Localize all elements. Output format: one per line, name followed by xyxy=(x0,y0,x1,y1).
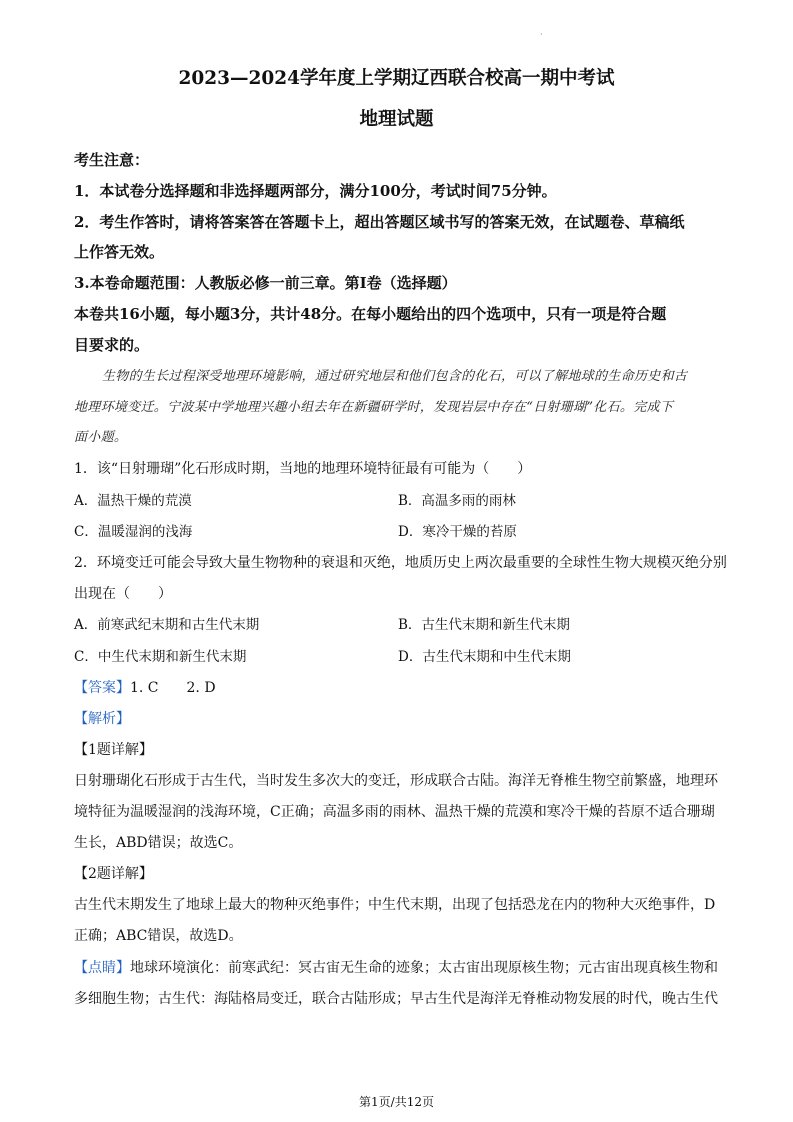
answer-label: 【答案】 xyxy=(74,680,130,696)
passage-line-2: 地理环境变迁。宁波某中学地理兴趣小组去年在新疆研学时，发现岩层中存在“日射珊瑚”化石。完成下 xyxy=(74,400,674,415)
detail-1-line-3: 生长，ABD错误；故选C。 xyxy=(74,835,243,851)
notice-item-2-cont: 上作答无效。 xyxy=(74,243,165,261)
exam-title: 2023—2024学年度上学期辽西联合校高一期中考试 xyxy=(178,68,615,89)
question-1-option-d: D．寒冷干燥的苔原 xyxy=(398,524,517,540)
tip-line-1 xyxy=(74,958,724,978)
section-intro-cont: 目要求的。 xyxy=(74,336,150,354)
question-1-option-c: C．温暖湿润的浅海 xyxy=(74,524,193,540)
analysis-label: 【解析】 xyxy=(74,711,130,727)
notice-item-2: 2．考生作答时，请将答案答在答题卡上，超出答题区域书写的答案无效，在试题卷、草稿纸 xyxy=(74,213,685,231)
notice-item-1: 1．本试卷分选择题和非选择题两部分，满分100分，考试时间75分钟。 xyxy=(74,182,557,200)
detail-1-heading: 【1题详解】 xyxy=(74,742,153,758)
passage-line-3: 面小题。 xyxy=(74,430,128,445)
answer-text: 1. C 2. D xyxy=(130,680,216,696)
question-1-stem: 1．该“日射珊瑚”化石形成时期，当地的地理环境特征最有可能为（ ） xyxy=(74,461,532,477)
question-2-option-a: A．前寒武纪末期和古生代末期 xyxy=(74,617,260,633)
detail-1-line-1: 日射珊瑚化石形成于古生代，当时发生多次大的变迁，形成联合古陆。海洋无脊椎生物空前繁盛，地理环 xyxy=(74,773,718,789)
question-2-option-b: B．古生代末期和新生代末期 xyxy=(398,617,570,633)
detail-2-line-1: 古生代末期发生了地球上最大的物种灭绝事件；中生代末期，出现了包括恐龙在内的物种大灭绝事件，D xyxy=(74,897,716,913)
question-2-option-d: D．古生代末期和中生代末期 xyxy=(398,649,571,665)
answer-line xyxy=(74,678,724,698)
notice-item-3: 3.本卷命题范围：人教版必修一前三章。第Ⅰ卷（选择题） xyxy=(74,274,457,292)
notice-heading: 考生注意： xyxy=(74,151,150,169)
page-number: 第1页/共12页 xyxy=(359,1095,434,1109)
tip-line-2: 多细胞生物；古生代：海陆格局变迁，联合古陆形成；早古生代是海洋无脊椎动物发展的时代，晚古生代 xyxy=(74,991,718,1007)
section-intro: 本卷共16小题，每小题3分，共计48分。在每小题给出的四个选项中，只有一项是符合题 xyxy=(74,305,667,323)
passage-line-1: 生物的生长过程深受地理环境影响，通过研究地层和他们包含的化石，可以了解地球的生命历史和古 xyxy=(102,369,688,384)
detail-2-line-2: 正确；ABC错误，故选D。 xyxy=(74,928,243,944)
exam-subtitle: 地理试题 xyxy=(359,109,434,130)
detail-2-heading: 【2题详解】 xyxy=(74,866,153,882)
tip-text: 地球环境演化：前寒武纪：冥古宙无生命的迹象；太古宙出现原核生物；元古宙出现真核生物和 xyxy=(130,960,718,976)
detail-1-line-2: 境特征为温暖湿润的浅海环境，C正确；高温多雨的雨林、温热干燥的荒漠和寒冷干燥的苔原不适合珊瑚 xyxy=(74,804,715,820)
question-2-stem-cont: 出现在（ ） xyxy=(74,586,172,602)
question-1-option-a: A．温热干燥的荒漠 xyxy=(74,493,192,509)
tip-label: 【点睛】 xyxy=(74,960,130,976)
question-2-stem: 2．环境变迁可能会导致大量生物物种的衰退和灭绝，地质历史上两次最重要的全球性生物大规模灭绝分别 xyxy=(74,555,727,571)
question-1-option-b: B．高温多雨的雨林 xyxy=(398,493,516,509)
scan-dot: · xyxy=(540,30,543,39)
question-2-option-c: C．中生代末期和新生代末期 xyxy=(74,649,247,665)
